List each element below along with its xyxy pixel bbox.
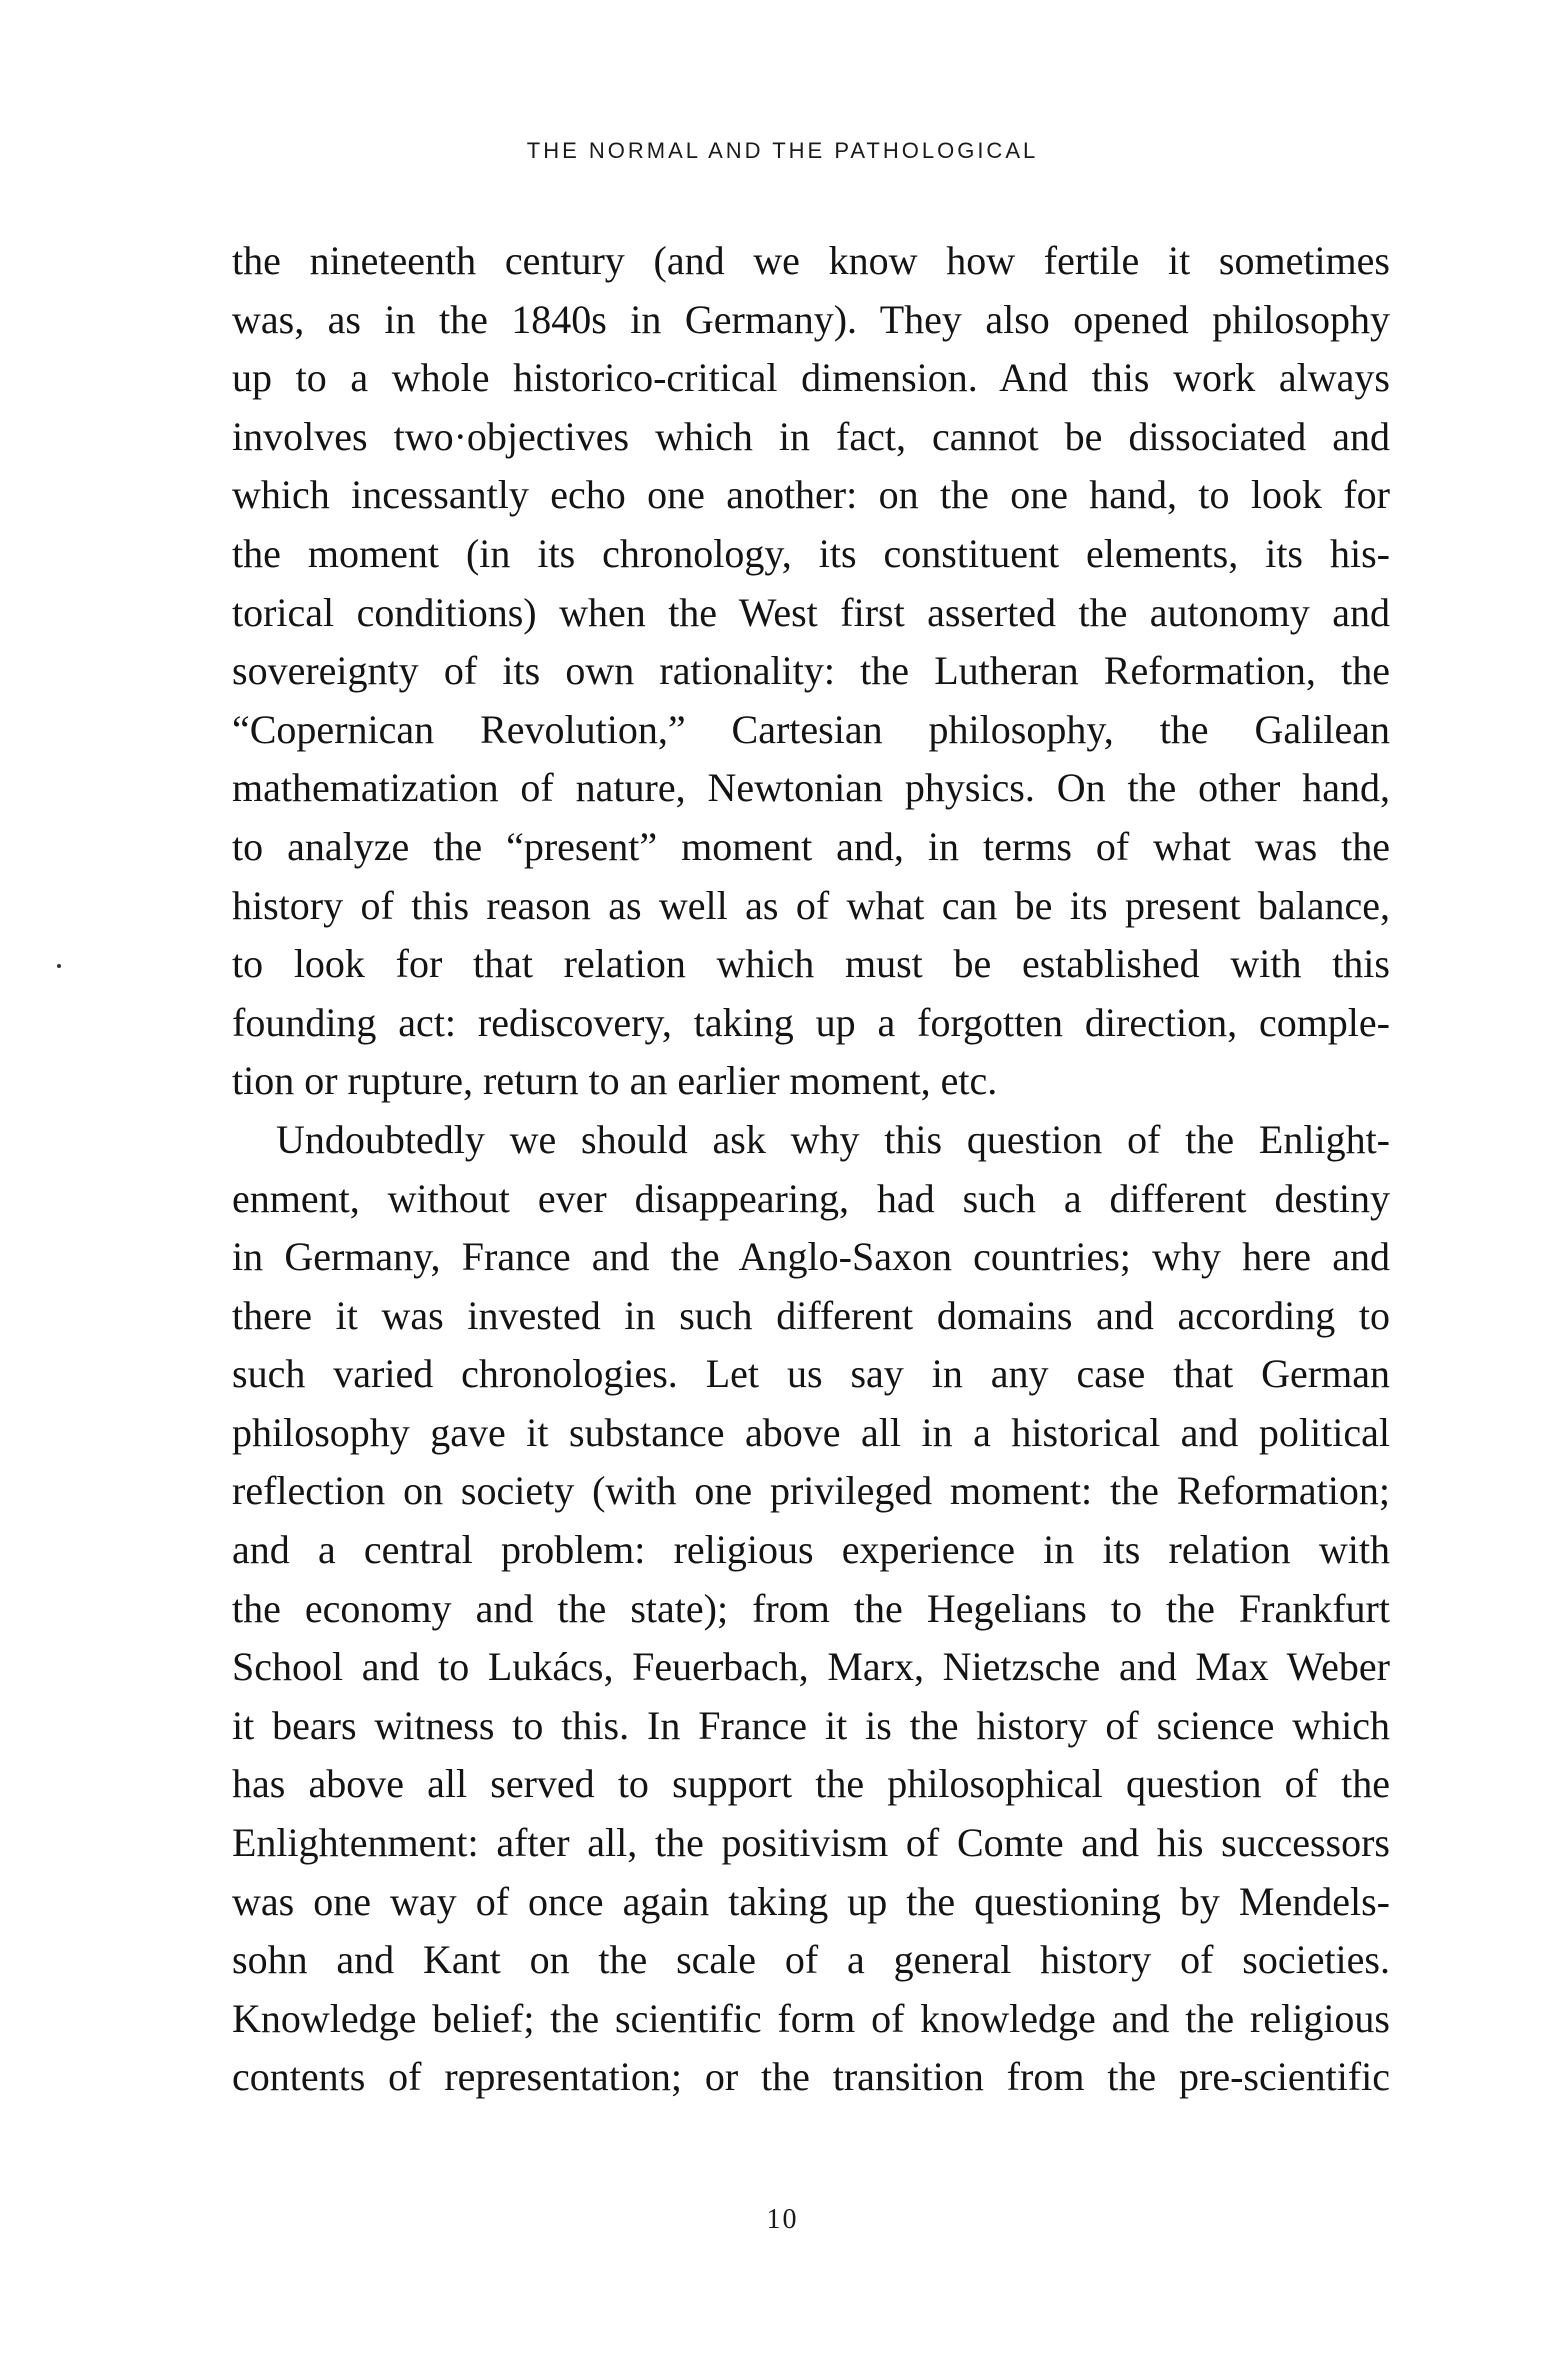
text-line: it bears witness to this. In France it is the history of science which (232, 1702, 1390, 1748)
text-line: mathematization of nature, Newtonian physics. On the other hand, (232, 765, 1390, 811)
text-line: philosophy gave it substance above all in a historical and political (232, 1409, 1390, 1455)
body-text (232, 232, 1390, 2107)
paragraph (232, 1111, 1390, 2107)
running-head: THE NORMAL AND THE PATHOLOGICAL (526, 138, 1039, 163)
text-line: “Copernican Revolution,” Cartesian philosophy, the Galilean (232, 706, 1390, 752)
text-line: the moment (in its chronology, its constituent elements, its his- (232, 530, 1390, 576)
text-line: Knowledge belief; the scientific form of knowledge and the religious (232, 1995, 1390, 2041)
text-line: up to a whole historico-critical dimension. And this work always (232, 355, 1390, 401)
paragraph (232, 232, 1390, 1111)
text-line: to analyze the “present” moment and, in terms of what was the (232, 823, 1390, 869)
text-line: tion or rupture, return to an earlier moment, etc. (232, 1058, 998, 1104)
text-line: torical conditions) when the West first asserted the autonomy and (232, 589, 1390, 635)
text-line: which incessantly echo one another: on the one hand, to look for (232, 472, 1390, 518)
text-line: and a central problem: religious experience in its relation with (232, 1527, 1390, 1573)
text-line: involves two·objectives which in fact, cannot be dissociated and (232, 413, 1390, 459)
text-line: School and to Lukács, Feuerbach, Marx, Nietzsche and Max Weber (232, 1644, 1390, 1690)
page-number: 10 (766, 2204, 799, 2235)
text-line: enment, without ever disappearing, had such a different destiny (232, 1175, 1390, 1221)
text-line: in Germany, France and the Anglo-Saxon countries; why here and (232, 1234, 1390, 1280)
text-line: reflection on society (with one privileged moment: the Reformation; (232, 1468, 1390, 1514)
text-line: to look for that relation which must be established with this (232, 941, 1390, 987)
text-line: has above all served to support the philosophical question of the (232, 1761, 1390, 1807)
text-line: founding act: rediscovery, taking up a forgotten direction, comple- (232, 999, 1390, 1045)
text-line: such varied chronologies. Let us say in any case that German (232, 1351, 1390, 1397)
text-line: sovereignty of its own rationality: the Lutheran Reformation, the (232, 648, 1390, 694)
stray-mark (57, 964, 61, 968)
text-line: sohn and Kant on the scale of a general history of societies. (232, 1937, 1390, 1983)
text-line: the nineteenth century (and we know how fertile it sometimes (232, 238, 1390, 283)
text-line: contents of representation; or the transition from the pre-scientific (232, 2054, 1390, 2100)
text-line: history of this reason as well as of what can be its present balance, (232, 882, 1390, 928)
text-line: there it was invested in such different domains and according to (232, 1292, 1390, 1338)
text-line: was one way of once again taking up the questioning by Mendels- (232, 1878, 1390, 1924)
text-line: was, as in the 1840s in Germany). They also opened philosophy (232, 296, 1390, 342)
text-line: the economy and the state); from the Hegelians to the Frankfurt (232, 1585, 1390, 1631)
text-line: Undoubtedly we should ask why this question of the Enlight- (276, 1116, 1390, 1162)
text-line: Enlightenment: after all, the positivism of Comte and his successors (232, 1820, 1390, 1866)
